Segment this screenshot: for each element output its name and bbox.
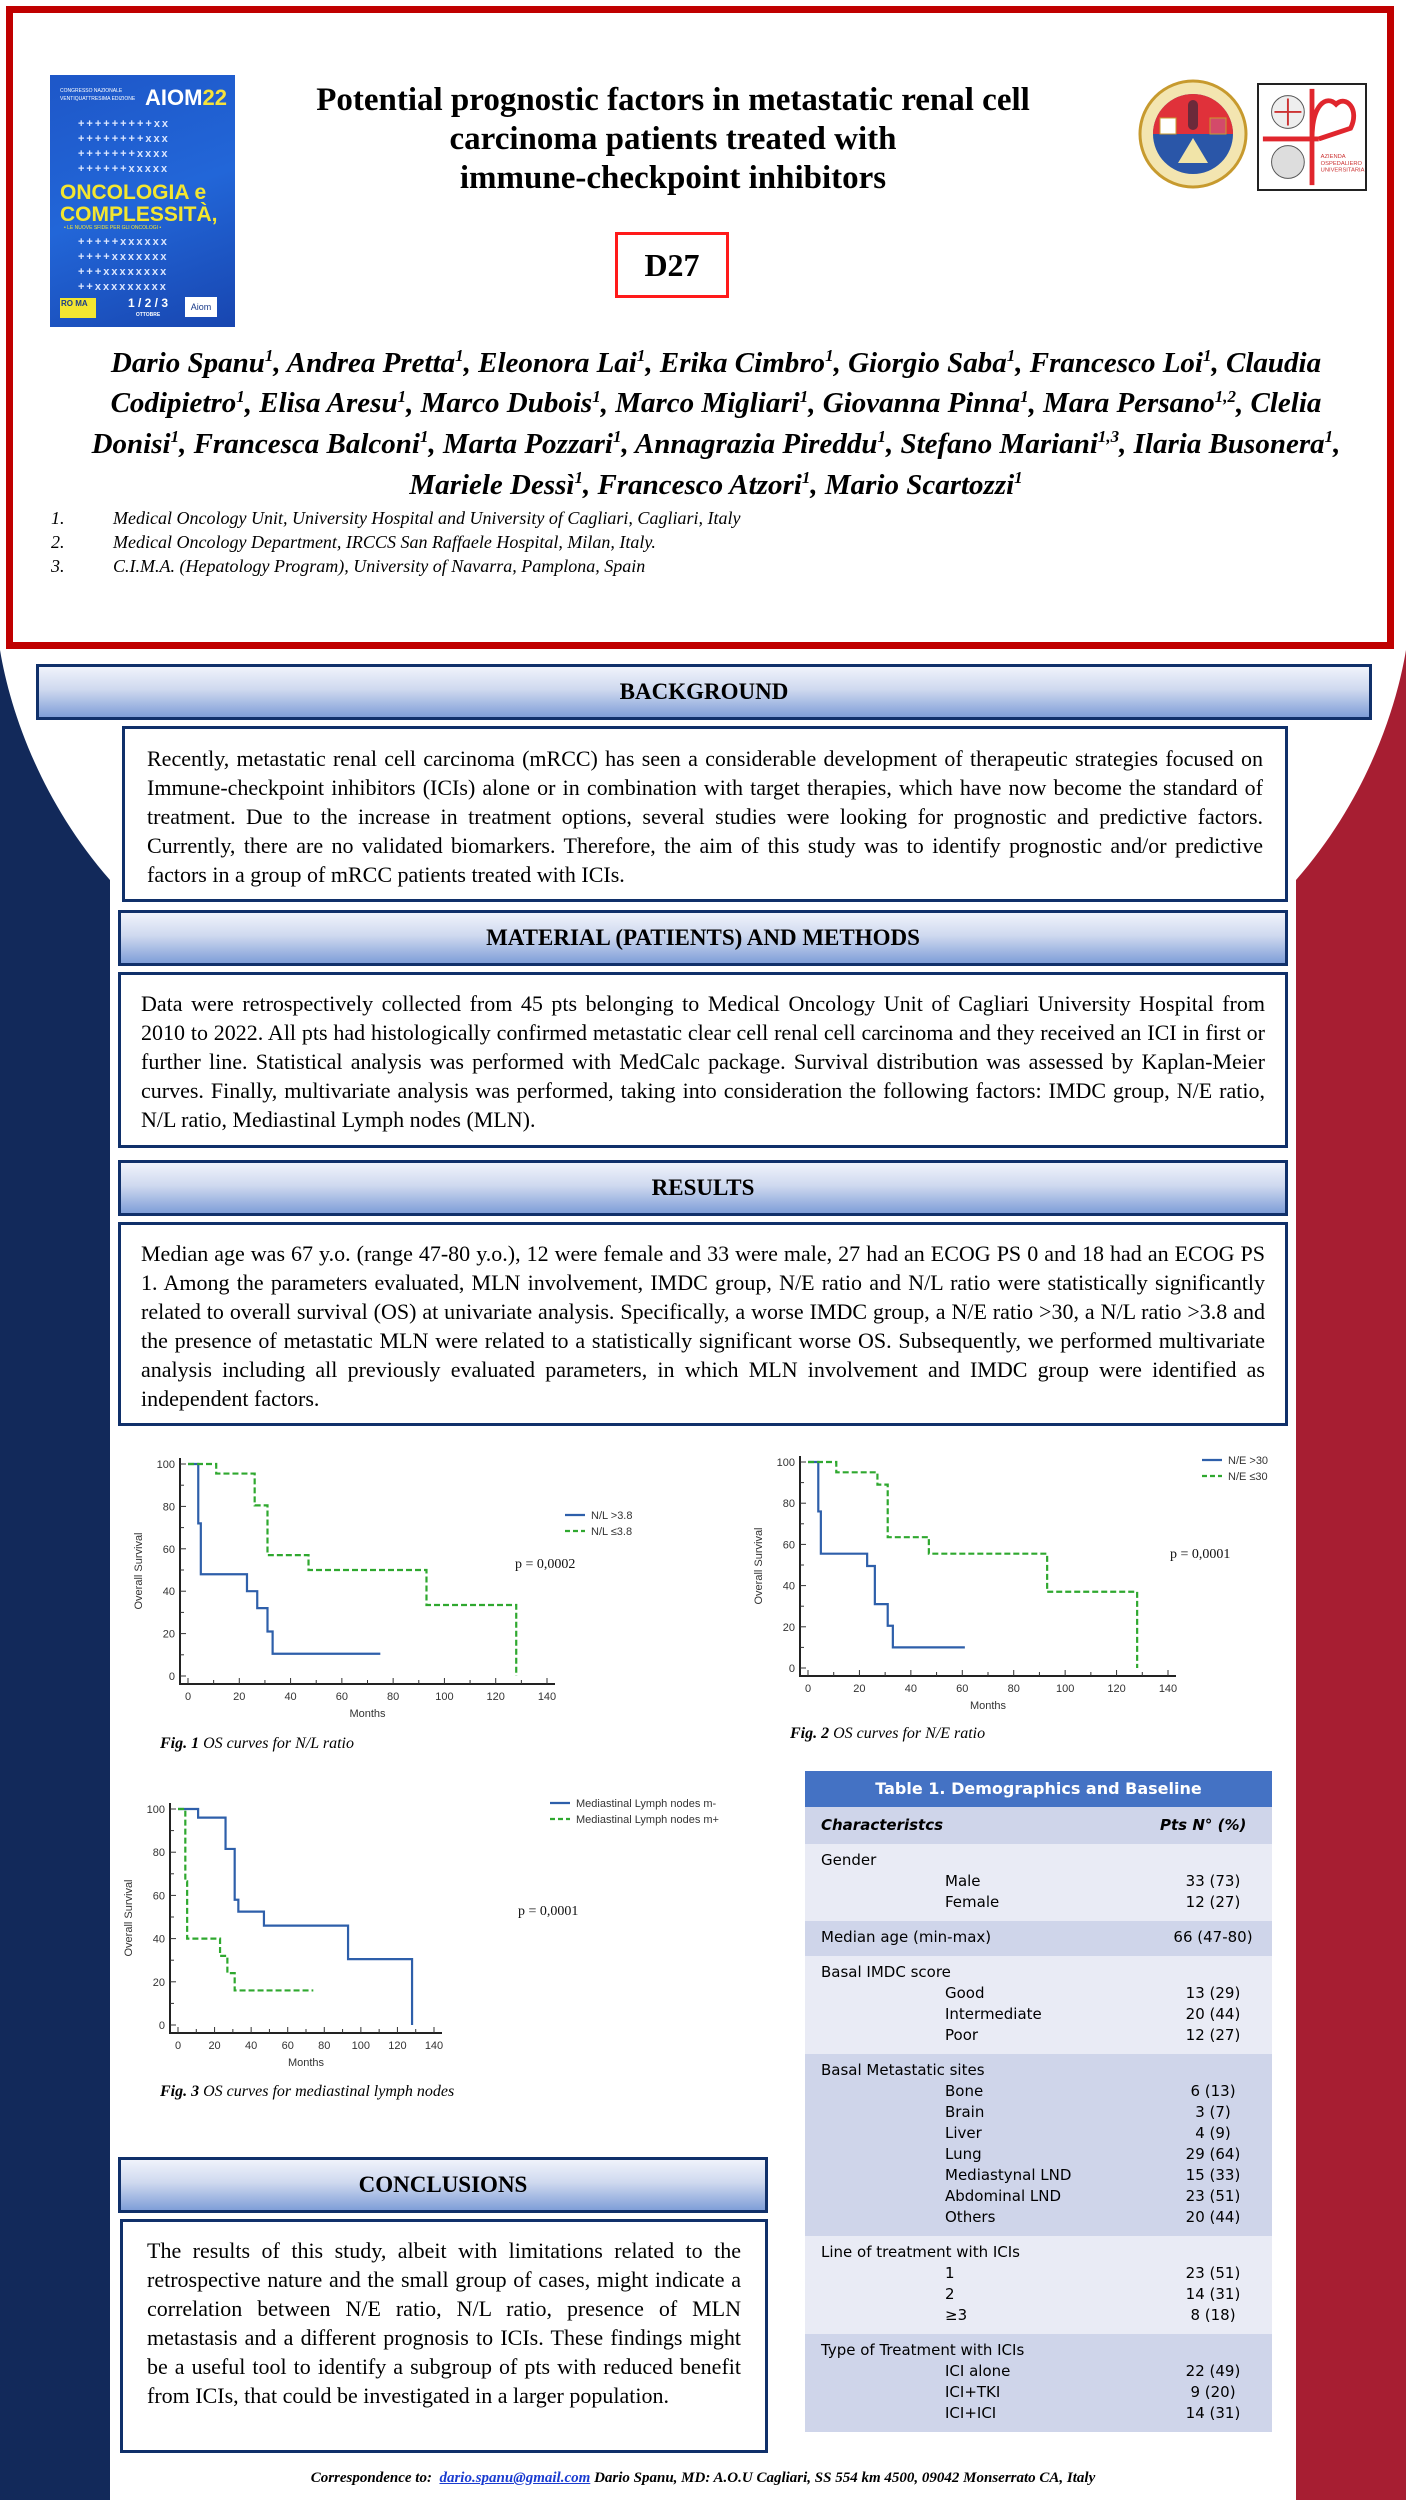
congress-dates: 1 / 2 / 3 OTTOBRE — [128, 296, 169, 318]
city-badge: RO MA — [60, 298, 96, 318]
row-label: ICI alone — [945, 2362, 1011, 2380]
row-label: 2 — [945, 2285, 955, 2303]
x-tick-label: 60 — [281, 2040, 294, 2052]
table-row — [805, 2060, 1272, 2081]
table-row — [805, 1962, 1272, 1983]
results-heading: RESULTS — [118, 1160, 1288, 1216]
x-axis-label: Months — [349, 1708, 386, 1720]
background-heading: BACKGROUND — [36, 664, 1372, 720]
table-row — [805, 2207, 1272, 2228]
x-tick-label: 100 — [1055, 1683, 1075, 1695]
table-row — [805, 1892, 1272, 1913]
author-name: Ilaria Busonera — [1133, 427, 1325, 460]
y-tick-label: 80 — [152, 1847, 165, 1860]
svg-text:AZIENDA: AZIENDA — [1320, 154, 1346, 161]
km-curve-solid — [188, 1464, 380, 1654]
row-label: Bone — [945, 2082, 984, 2100]
x-axis-label: Months — [969, 1700, 1007, 1712]
y-tick-label: 100 — [146, 1804, 165, 1816]
author-affiliation-marker: 1,2 — [1214, 386, 1236, 406]
conclusions-heading: CONCLUSIONS — [118, 2157, 768, 2213]
group-label: Basal IMDC score — [821, 1963, 951, 1981]
km-plot-svg — [110, 1785, 770, 2075]
row-label: Good — [945, 1984, 985, 2002]
x-tick-label: 140 — [424, 2040, 444, 2052]
x-tick-label: 100 — [435, 1691, 454, 1703]
chart-ne-ratio — [740, 1440, 1269, 1720]
author-name: Mariele Dessì — [409, 468, 575, 501]
legend-label: N/L ≤3.8 — [591, 1526, 633, 1538]
p-value-annotation: p = 0,0002 — [515, 1557, 576, 1572]
table-group — [805, 1956, 1272, 2054]
author-affiliation-marker: 1 — [574, 467, 583, 487]
author-name: Clelia Donisi — [91, 387, 1322, 460]
km-curve-dashed — [808, 1462, 1137, 1668]
group-label: Gender — [821, 1851, 877, 1869]
aiom-brand: AIOM22 — [145, 85, 227, 110]
x-tick-label: 100 — [351, 2040, 371, 2052]
poster-title: Potential prognostic factors in metastatic renal cell carcinoma patients treated with immune-checkpoint inhibitors — [316, 82, 1030, 196]
x-tick-label: 40 — [284, 1691, 297, 1703]
table-row — [805, 2004, 1272, 2025]
results-text: Median age was 67 y.o. (range 47-80 y.o.), 12 were female and 33 were male, 27 had an ECOG PS 0 and 18 had an ECOG PS 1. Among the parameters evaluated, MLN involvement, IMDC group, N/E ratio and N/L ratio were statistically significantly related to overall survival (OS) at univariate analysis. Specifically, a worse IMDC group, a N/E ratio >30, a N/L ratio >3.8 and the presence of metastatic MLN were related to a statistically significant worse OS. Subsequently, we performed multivariate analysis including all previously evaluated parameters, in which MLN involvement and IMDC group were identified as independent factors. — [118, 1222, 1288, 1426]
group-label: Type of Treatment with ICIs — [821, 2341, 1025, 2359]
p-value-annotation: p = 0,0001 — [518, 1904, 579, 1919]
methods-text: Data were retrospectively collected from 45 pts belonging to Medical Oncology Unit of Cagliari University Hospital from 2010 to 2022. All pts had histologically confirmed metastatic clear cell renal cell carcinoma and they received an ICI in first or further line. Statistical analysis was performed with MedCalc package. Survival distribution was assessed by Kaplan-Meier curves. Finally, multivariate analysis was performed, taking into consideration the following factors: IMDC group, N/E ratio, N/L ratio, Mediastinal Lymph nodes (MLN). — [118, 972, 1288, 1148]
row-label: Intermediate — [945, 2005, 1042, 2023]
x-tick-label: 0 — [184, 1691, 192, 1703]
y-tick-label: 80 — [162, 1501, 175, 1514]
row-value: 23 (51) — [1185, 2187, 1241, 2205]
author-name: Francesco Atzori — [597, 468, 802, 501]
chart-nl-ratio — [120, 1440, 633, 1720]
p-value-annotation: p = 0,0001 — [1170, 1547, 1231, 1562]
table-header-row — [805, 1807, 1272, 1844]
congress-headline: ONCOLOGIA e COMPLESSITÀ, — [60, 181, 218, 226]
axes — [800, 1456, 1176, 1676]
y-tick-label: 80 — [782, 1498, 795, 1511]
y-axis-label: Overall Survival — [133, 1532, 145, 1610]
x-tick-label: 60 — [335, 1691, 348, 1703]
x-tick-label: 80 — [318, 2040, 331, 2052]
author-name: Giovanna Pinna — [822, 387, 1021, 420]
group-label: Line of treatment with ICIs — [821, 2243, 1020, 2261]
conclusions-text: The results of this study, albeit with limitations related to the retrospective nature and the small group of cases, might indicate a correlation between N/E ratio, N/L ratio, presence of MLN metastasis and a different prognosis to ICIs. These findings might be a useful tool to identify a subgroup of pts with reduced benefit from ICIs, that could be investigated in a larger population. — [120, 2219, 768, 2453]
author-list: Dario Spanu$^1$, Andrea Pretta$^1$, Eleonora Lai$^1$, Erika Cimbro$^1$, Giorgio Saba$^1$, Francesco Loi$^1$, Claudia Codipietro$^1$, Elisa Aresu$^1$, Marco Dubois$^1$, Marco Migliari$^1$, Giovanna Pinna$^1$, Mara Persano$^{1,2}$, Clelia Donisi$^1$, Francesca Balconi$^1$, Marta Pozzari$^1$, Annagrazia Pireddu$^1$, Stefano Mariani$^{1,3}$, Ilaria Busonera$^1$, Mariele Dessì$^1$, Francesco Atzori$^1$, Mario Scartozzi$^1$ — [91, 346, 1341, 501]
column-header-characteristics: Characteristcs — [821, 1816, 944, 1834]
table-row — [805, 2081, 1272, 2102]
chart-mediastinal-lymph-nodes — [110, 1785, 770, 2075]
y-tick-label: 20 — [782, 1621, 795, 1634]
background-text: Recently, metastatic renal cell carcinoma (mRCC) has seen a considerable development of therapeutic strategies focused on Immune-checkpoint inhibitors (ICIs) alone or in combination with target therapies, which have now become the standard of treatment. Due to the increase in treatment options, several studies were looking for prognostic and predictive factors. Currently, there are no validated biomarkers. Therefore, the aim of this study was to identify prognostic and/or predictive factors in a group of mRCC patients treated with ICIs. — [122, 726, 1288, 902]
figure-1-caption: Fig. 1 OS curves for N/L ratio — [160, 1735, 354, 1752]
author-name: Marco Dubois — [420, 387, 593, 420]
table-row — [805, 2165, 1272, 2186]
y-tick-label: 0 — [158, 2020, 165, 2032]
y-tick-label: 60 — [162, 1543, 175, 1556]
x-tick-label: 80 — [1007, 1683, 1020, 1695]
y-tick-label: 0 — [788, 1663, 795, 1675]
author-affiliation-marker: 1 — [419, 427, 429, 447]
author-name: Marta Pozzari — [442, 427, 613, 460]
author-name: Mara Persano — [1043, 387, 1215, 420]
congress-poster-thumbnail — [50, 75, 235, 327]
row-label: ≥3 — [945, 2306, 968, 2324]
row-label: ICI+TKI — [945, 2383, 1001, 2401]
legend-label: N/E >30 — [1228, 1455, 1269, 1467]
table-row — [805, 2403, 1272, 2424]
edition-label: VENTIQUATTRESIMA EDIZIONE — [60, 96, 136, 102]
table-group — [805, 2236, 1272, 2334]
svg-text:UNIVERSITARIA: UNIVERSITARIA — [1320, 167, 1365, 174]
table-row — [805, 1871, 1272, 1892]
author-name: Erika Cimbro — [659, 346, 826, 379]
x-tick-label: 140 — [537, 1691, 557, 1703]
marks-top: +++++++++xx ++++++++xxx +++++++xxxx ++++++xxxxx — [78, 118, 171, 175]
table-row — [805, 2242, 1272, 2263]
row-value: 8 (18) — [1190, 2306, 1236, 2324]
x-tick-label: 120 — [388, 2040, 407, 2052]
row-label: Male — [945, 1872, 981, 1890]
figure-2-caption: Fig. 2 OS curves for N/E ratio — [790, 1725, 986, 1742]
group-value: 66 (47-80) — [1173, 1928, 1253, 1946]
x-tick-label: 0 — [804, 1683, 812, 1695]
legend-label: Mediastinal Lymph nodes m+ — [576, 1814, 719, 1826]
table-row — [805, 1983, 1272, 2004]
y-axis-label: Overall Survival — [753, 1527, 765, 1605]
table-row — [805, 1850, 1272, 1871]
table-row — [805, 2123, 1272, 2144]
table-group — [805, 2334, 1272, 2432]
legend-label: Mediastinal Lymph nodes m- — [576, 1798, 717, 1810]
km-plot-svg — [740, 1440, 1269, 1720]
row-label: Brain — [945, 2103, 985, 2121]
axes — [180, 1458, 555, 1684]
y-tick-label: 0 — [168, 1671, 175, 1683]
row-value: 4 (9) — [1195, 2124, 1231, 2142]
hospital-logo — [1257, 83, 1367, 191]
author-name: Stefano Mariani — [900, 427, 1098, 460]
table-group — [805, 2054, 1272, 2236]
row-label: Mediastynal LND — [945, 2166, 1072, 2184]
author-affiliation-marker: 1 — [825, 346, 834, 365]
row-value: 33 (73) — [1185, 1872, 1241, 1890]
x-tick-label: 60 — [956, 1683, 969, 1695]
x-tick-label: 20 — [853, 1683, 866, 1695]
row-value: 6 (13) — [1190, 2082, 1236, 2100]
row-value: 9 (20) — [1190, 2383, 1236, 2401]
congress-label: CONGRESSO NAZIONALE — [60, 88, 123, 94]
table-title: Table 1. Demographics and Baseline — [805, 1771, 1272, 1807]
y-tick-label: 40 — [782, 1580, 795, 1593]
affiliation-item: 2. Medical Oncology Department, IRCCS San Raffaele Hospital, Milan, Italy. — [51, 532, 656, 552]
author-affiliation-marker: 1 — [1202, 346, 1212, 365]
row-label: 1 — [945, 2264, 955, 2282]
author-affiliation-marker: 1 — [592, 386, 601, 406]
row-value: 22 (49) — [1185, 2362, 1241, 2380]
table-row — [805, 2382, 1272, 2403]
row-value: 15 (33) — [1185, 2166, 1241, 2184]
group-label: Basal Metastatic sites — [821, 2061, 985, 2079]
affiliation-list — [51, 506, 951, 578]
y-tick-label: 40 — [152, 1933, 165, 1946]
author-affiliation-marker: 1 — [1006, 346, 1016, 365]
x-axis-label: Months — [287, 2057, 325, 2069]
x-tick-label: 0 — [174, 2040, 182, 2052]
author-name: Giorgio Saba — [848, 346, 1007, 379]
x-tick-label: 20 — [208, 2040, 221, 2052]
author-name: Andrea Pretta — [286, 346, 456, 379]
author-affiliation-marker: 1 — [236, 386, 245, 406]
y-tick-label: 100 — [776, 1457, 795, 1469]
x-tick-label: 120 — [486, 1691, 505, 1703]
author-name: Mario Scartozzi — [824, 468, 1015, 501]
row-value: 23 (51) — [1185, 2264, 1241, 2282]
x-tick-label: 140 — [1158, 1683, 1178, 1695]
figure-3-caption: Fig. 3 OS curves for mediastinal lymph nodes — [160, 2083, 455, 2100]
table-body — [805, 1844, 1272, 2432]
row-label: ICI+ICI — [945, 2404, 997, 2422]
y-tick-label: 20 — [162, 1628, 175, 1641]
row-label: Others — [945, 2208, 996, 2226]
right-decorative-band — [1296, 650, 1406, 2500]
table-row — [805, 2186, 1272, 2207]
x-tick-label: 40 — [245, 2040, 258, 2052]
axes — [170, 1803, 442, 2033]
y-tick-label: 60 — [152, 1890, 165, 1903]
table-row — [805, 2025, 1272, 2046]
author-affiliation-marker: 1 — [799, 386, 809, 406]
legend-label: N/L >3.8 — [591, 1510, 633, 1522]
row-label: Lung — [945, 2145, 982, 2163]
affiliation-item: 1. Medical Oncology Unit, University Hospital and University of Cagliari, Cagliari, Italy — [51, 508, 741, 528]
table-row — [805, 2361, 1272, 2382]
poster-code-badge: D27 — [615, 232, 729, 298]
author-affiliation-marker: 1 — [612, 427, 622, 447]
author-affiliation-marker: 1 — [1014, 467, 1023, 487]
author-affiliation-marker: 1 — [1324, 427, 1334, 447]
table-row — [805, 2263, 1272, 2284]
table-row — [805, 2340, 1272, 2361]
author-affiliation-marker: 1 — [877, 427, 886, 447]
row-value: 29 (64) — [1185, 2145, 1241, 2163]
author-name: Elisa Aresu — [259, 387, 398, 420]
author-name: Claudia Codipietro — [110, 346, 1322, 420]
table-group — [805, 1921, 1272, 1956]
row-value: 14 (31) — [1185, 2404, 1241, 2422]
author-affiliation-marker: 1,3 — [1097, 427, 1120, 447]
author-affiliation-marker: 1 — [455, 346, 464, 365]
km-curve-solid — [178, 1809, 412, 2025]
methods-heading: MATERIAL (PATIENTS) AND METHODS — [118, 910, 1288, 966]
marks-bottom: +++++xxxxxx ++++xxxxxxx +++xxxxxxxx ++xxxxxxxxx — [78, 236, 169, 293]
aiom-logo: Aiom — [185, 297, 217, 317]
y-tick-label: 60 — [782, 1539, 795, 1552]
row-value: 12 (27) — [1185, 1893, 1241, 1911]
university-seal-logo — [1138, 78, 1248, 190]
table-row — [805, 1927, 1272, 1948]
table-group — [805, 1844, 1272, 1921]
author-affiliation-marker: 1 — [801, 467, 811, 487]
km-plot-svg — [120, 1440, 633, 1720]
group-label: Median age (min-max) — [821, 1928, 992, 1946]
header-panel — [6, 6, 1394, 649]
congress-subtitle: • LE NUOVE SFIDE PER GLI ONCOLOGI • — [64, 225, 162, 231]
y-tick-label: 100 — [156, 1459, 175, 1471]
y-tick-label: 40 — [162, 1586, 175, 1599]
author-affiliation-marker: 1 — [1020, 386, 1029, 406]
table-row — [805, 2305, 1272, 2326]
table-row — [805, 2102, 1272, 2123]
row-label: Poor — [945, 2026, 979, 2044]
author-name: Eleonora Lai — [478, 346, 637, 379]
km-curve-solid — [808, 1462, 965, 1647]
x-tick-label: 120 — [1107, 1683, 1126, 1695]
author-affiliation-marker: 1 — [397, 386, 407, 406]
author-affiliation-marker: 1 — [264, 346, 274, 365]
row-value: 20 (44) — [1185, 2208, 1241, 2226]
affiliation-item: 3. C.I.M.A. (Hepatology Program), University of Navarra, Pamplona, Spain — [51, 556, 646, 576]
table-row — [805, 2284, 1272, 2305]
x-tick-label: 40 — [904, 1683, 917, 1695]
row-value: 14 (31) — [1185, 2285, 1241, 2303]
author-name: Annagrazia Pireddu — [634, 427, 878, 460]
demographics-table — [805, 1771, 1272, 2432]
row-value: 3 (7) — [1195, 2103, 1231, 2121]
legend-label: N/E ≤30 — [1228, 1471, 1268, 1483]
y-tick-label: 20 — [152, 1976, 165, 1989]
row-label: Abdominal LND — [945, 2187, 1062, 2205]
y-axis-label: Overall Survival — [123, 1879, 135, 1957]
correspondence-footer: Correspondence to: dario.spanu@gmail.com Dario Spanu, MD: A.O.U Cagliari, SS 554 km 4500, 09042 Monserrato CA, Italy — [310, 2470, 1096, 2486]
row-value: 20 (44) — [1185, 2005, 1241, 2023]
x-tick-label: 80 — [387, 1691, 400, 1703]
row-value: 13 (29) — [1185, 1984, 1241, 2002]
row-value: 12 (27) — [1185, 2026, 1241, 2044]
column-header-pts: Pts N° (%) — [1160, 1816, 1247, 1834]
x-tick-label: 20 — [233, 1691, 246, 1703]
author-affiliation-marker: 1 — [636, 346, 646, 365]
table-row — [805, 2144, 1272, 2165]
row-label: Female — [945, 1893, 1000, 1911]
km-curve-dashed — [178, 1809, 313, 1990]
left-decorative-band — [0, 650, 110, 2500]
author-name: Dario Spanu — [110, 346, 265, 379]
row-label: Liver — [945, 2124, 982, 2142]
correspondence-email-link[interactable]: dario.spanu@gmail.com — [439, 2470, 591, 2486]
km-curve-dashed — [188, 1464, 516, 1676]
author-affiliation-marker: 1 — [170, 427, 180, 447]
author-name: Marco Migliari — [615, 387, 800, 420]
author-name: Francesca Balconi — [193, 427, 420, 460]
author-name: Francesco Loi — [1029, 346, 1203, 379]
svg-text:OSPEDALIERO: OSPEDALIERO — [1320, 160, 1363, 167]
